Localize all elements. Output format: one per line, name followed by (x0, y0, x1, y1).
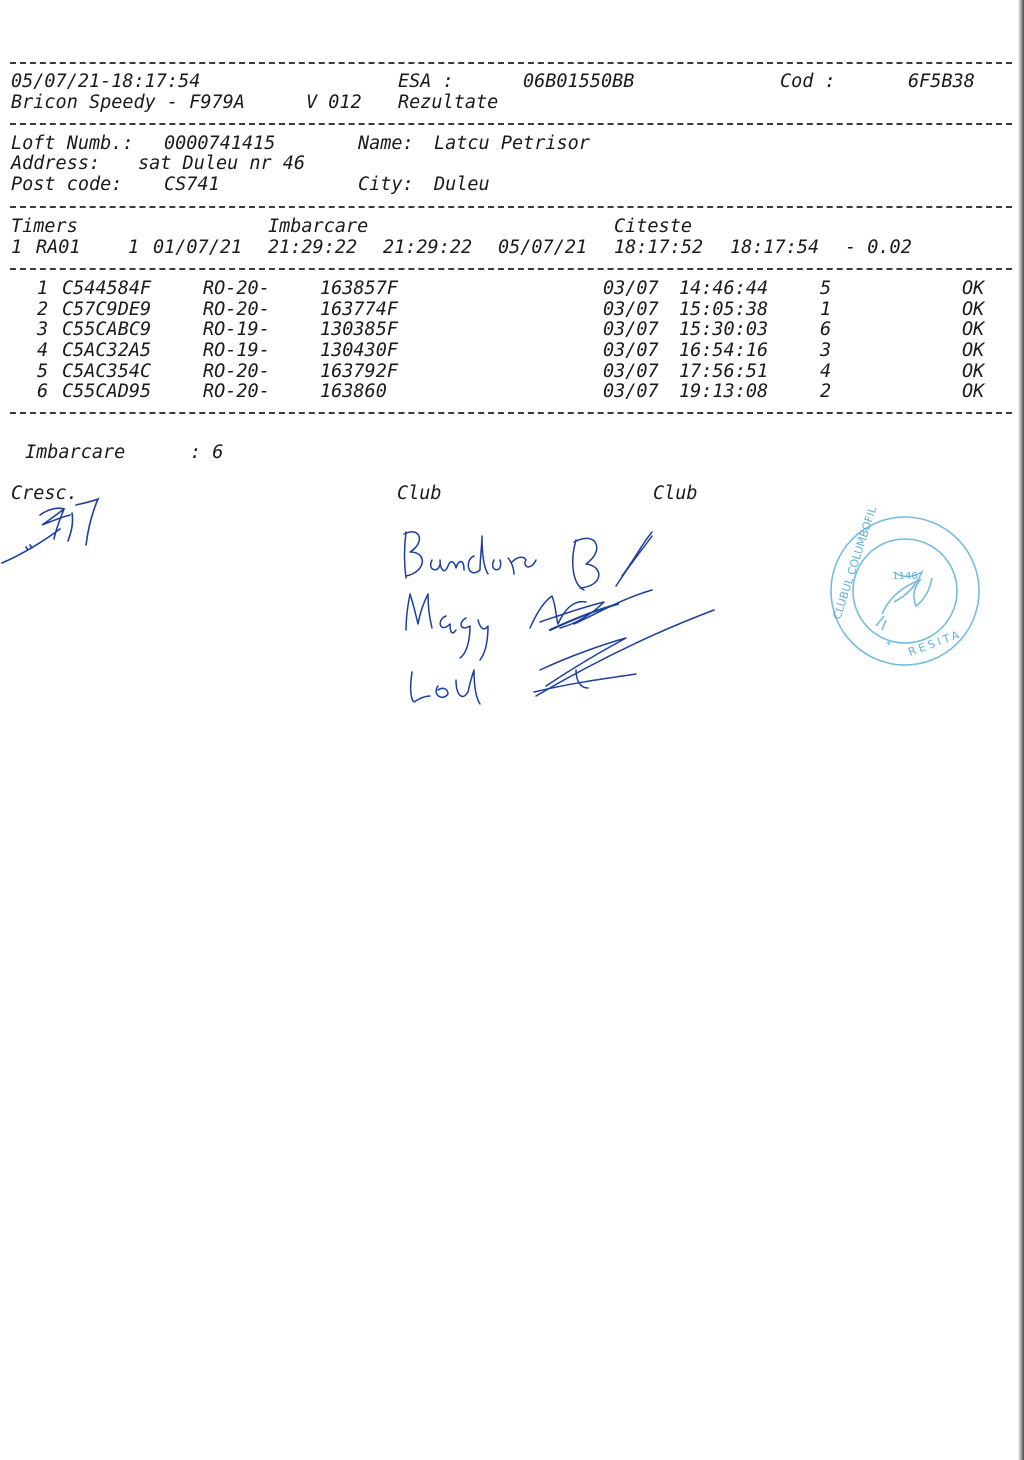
arrival-time: 15:05:38 (679, 299, 769, 320)
esa-label: ESA : (398, 71, 454, 92)
citeste-header: Citeste (614, 216, 692, 237)
cresc-label: Cresc. (11, 483, 78, 504)
device-name: Bricon Speedy - F979A (11, 92, 245, 113)
stamp-code: 1146 (892, 571, 918, 582)
club-signatures (390, 520, 730, 720)
arrival-time: 19:13:08 (679, 381, 769, 402)
ring-prefix: RO-20- (203, 278, 270, 299)
ring-number: 163860 (320, 381, 387, 402)
status-ok: OK (962, 299, 985, 320)
ring-prefix: RO-19- (203, 319, 270, 340)
loft-number: 0000741415 (164, 133, 276, 154)
city-label: City: (358, 174, 414, 195)
row-number: 5 (37, 361, 49, 382)
chip-id: C57C9DE9 (62, 299, 152, 320)
citeste-date: 05/07/21 (498, 237, 588, 258)
club-label-1: Club (397, 483, 442, 504)
arrival-date: 03/07 (603, 361, 659, 382)
cod-label: Cod : (780, 71, 836, 92)
club-label-2: Club (653, 483, 698, 504)
status-ok: OK (962, 340, 985, 361)
row-number: 2 (37, 299, 49, 320)
ring-number: 130430F (320, 340, 398, 361)
report-datetime: 05/07/21-18:17:54 (11, 71, 201, 92)
loft-label: Loft Numb.: (11, 133, 134, 154)
divider (10, 123, 1012, 125)
pigeon-position: 5 (820, 278, 832, 299)
arrival-date: 03/07 (603, 278, 659, 299)
imbarcare-header: Imbarcare (268, 216, 369, 237)
imbarcare-summary-count: : 6 (190, 442, 224, 463)
pigeon-position: 3 (820, 340, 832, 361)
arrival-time: 15:30:03 (679, 319, 769, 340)
status-ok: OK (962, 278, 985, 299)
postcode-value: CS741 (164, 174, 220, 195)
fancier-name: Latcu Petrisor (434, 133, 590, 154)
breeder-signature (0, 495, 110, 585)
imbarcare-summary-label: Imbarcare (25, 442, 126, 463)
divider (10, 62, 1012, 64)
postcode-label: Post code: (11, 174, 123, 195)
timer-count: 1 (128, 237, 140, 258)
pigeon-position: 2 (820, 381, 832, 402)
imbarcare-time-2: 21:29:22 (383, 237, 473, 258)
timer-index: 1 (11, 237, 23, 258)
timers-header: Timers (11, 216, 78, 237)
row-number: 3 (37, 319, 49, 340)
ring-prefix: RO-20- (203, 361, 270, 382)
row-number: 4 (37, 340, 49, 361)
status-ok: OK (962, 319, 985, 340)
arrival-time: 17:56:51 (679, 361, 769, 382)
timer-deviation: - 0.02 (845, 237, 912, 258)
imbarcare-date: 01/07/21 (153, 237, 243, 258)
row-number: 6 (37, 381, 49, 402)
citeste-time-2: 18:17:54 (730, 237, 820, 258)
pigeon-position: 4 (820, 361, 832, 382)
ring-prefix: RO-20- (203, 381, 270, 402)
chip-id: C544584F (62, 278, 152, 299)
esa-value: 06B01550BB (523, 71, 635, 92)
row-number: 1 (37, 278, 49, 299)
pigeon-position: 6 (820, 319, 832, 340)
divider (10, 412, 1012, 414)
city-value: Duleu (434, 174, 490, 195)
arrival-date: 03/07 (603, 340, 659, 361)
firmware-version: V 012 (306, 92, 362, 113)
ring-number: 163792F (320, 361, 398, 382)
status-ok: OK (962, 361, 985, 382)
ring-number: 130385F (320, 319, 398, 340)
divider (10, 268, 1012, 270)
imbarcare-time: 21:29:22 (268, 237, 358, 258)
report-type: Rezultate (398, 92, 499, 113)
arrival-time: 14:46:44 (679, 278, 769, 299)
divider (10, 206, 1012, 208)
stamp-star-icon: * (886, 640, 891, 651)
chip-id: C5AC354C (62, 361, 152, 382)
ring-number: 163857F (320, 278, 398, 299)
chip-id: C5AC32A5 (62, 340, 152, 361)
chip-id: C55CABC9 (62, 319, 152, 340)
arrival-date: 03/07 (603, 381, 659, 402)
address-label: Address: (11, 153, 101, 174)
arrival-date: 03/07 (603, 319, 659, 340)
ring-number: 163774F (320, 299, 398, 320)
ring-prefix: RO-20- (203, 299, 270, 320)
chip-id: C55CAD95 (62, 381, 152, 402)
ring-prefix: RO-19- (203, 340, 270, 361)
timer-id: RA01 (36, 237, 81, 258)
name-label: Name: (358, 133, 414, 154)
stamp-text: CLUBUL COLUMBOFIL (830, 504, 880, 621)
scan-edge-shadow (1018, 0, 1024, 1460)
stamp-city: RESITA (906, 627, 964, 659)
status-ok: OK (962, 381, 985, 402)
arrival-time: 16:54:16 (679, 340, 769, 361)
club-stamp (824, 504, 986, 666)
citeste-time: 18:17:52 (614, 237, 704, 258)
pigeon-position: 1 (820, 299, 832, 320)
arrival-date: 03/07 (603, 299, 659, 320)
address-value: sat Duleu nr 46 (138, 153, 306, 174)
cod-value: 6F5B38 (908, 71, 975, 92)
